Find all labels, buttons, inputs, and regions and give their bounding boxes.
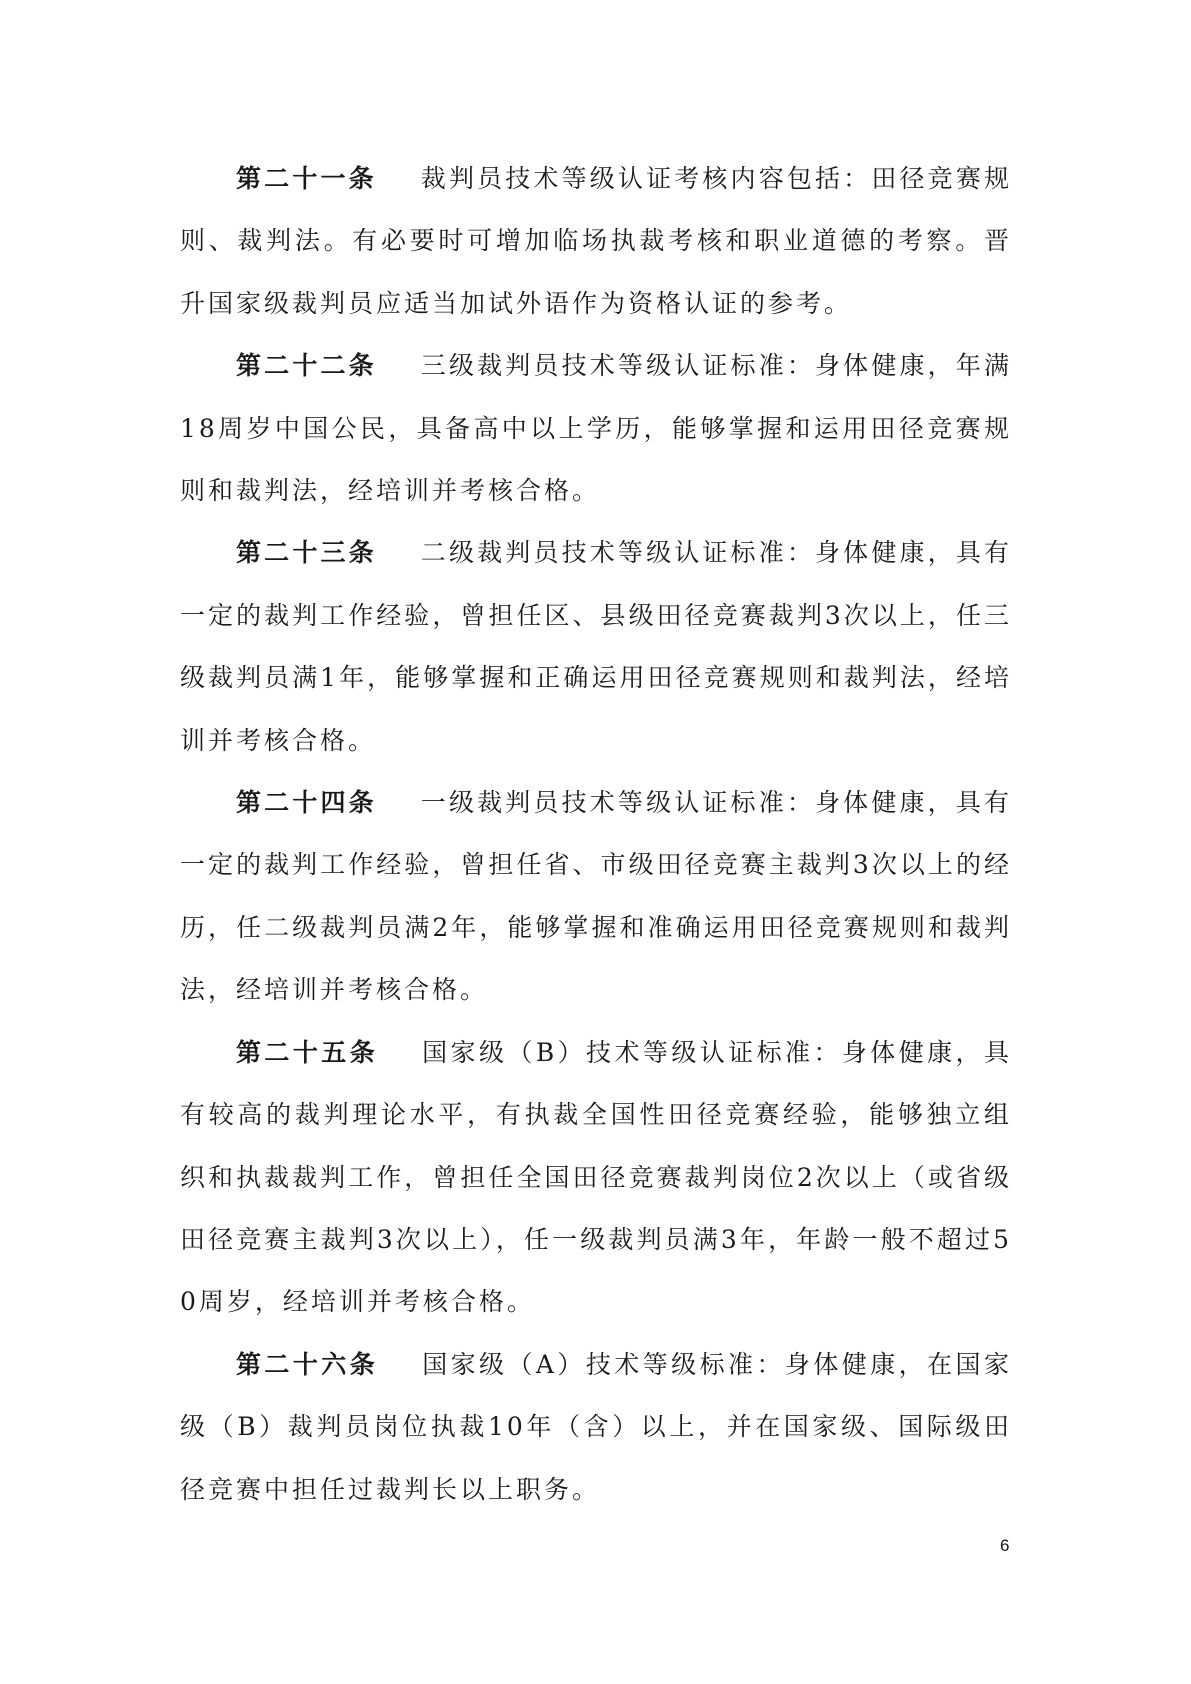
article-25 [180, 1022, 1012, 1334]
article-text: 国家级（A）技术等级标准：身体健康，在国家级（B）裁判员岗位执裁10年（含）以上，并在国家级、国际级田径竞赛中担任过裁判长以上职务。 [180, 1349, 1012, 1504]
article-text: 三级裁判员技术等级认证标准：身体健康，年满18周岁中国公民，具备高中以上学历，能够掌握和运用田径竞赛规则和裁判法，经培训并考核合格。 [180, 351, 1012, 506]
article-text: 裁判员技术等级认证考核内容包括：田径竞赛规则、裁判法。有必要时可增加临场执裁考核和职业道德的考察。晋升国家级裁判员应适当加试外语作为资格认证的参考。 [180, 164, 1012, 318]
article-22 [180, 335, 1012, 522]
article-21 [180, 148, 1012, 335]
article-26 [180, 1334, 1012, 1521]
article-heading: 第二十四条 [236, 788, 377, 818]
article-heading: 第二十一条 [236, 164, 377, 193]
article-23 [180, 522, 1012, 772]
article-heading: 第二十三条 [236, 538, 377, 568]
article-text: 国家级（B）技术等级认证标准：身体健康，具有较高的裁判理论水平，有执裁全国性田径竞赛经验，能够独立组织和执裁裁判工作，曾担任全国田径竞赛裁判岗位2次以上（或省级田径竞赛主裁判3次以上），任一级裁判员满3年，年龄一般不超过50周岁，经培训并考核合格。 [180, 1037, 1012, 1317]
article-heading: 第二十二条 [236, 351, 377, 381]
article-text: 一级裁判员技术等级认证标准：身体健康，具有一定的裁判工作经验，曾担任省、市级田径竞赛主裁判3次以上的经历，任二级裁判员满2年，能够掌握和准确运用田径竞赛规则和裁判法，经培训并考核合格。 [180, 788, 1012, 1005]
page-number: 6 [1000, 1536, 1010, 1555]
article-heading: 第二十六条 [236, 1349, 379, 1379]
article-text: 二级裁判员技术等级认证标准：身体健康，具有一定的裁判工作经验，曾担任区、县级田径竞赛裁判3次以上，任三级裁判员满1年，能够掌握和正确运用田径竞赛规则和裁判法，经培训并考核合格。 [180, 538, 1012, 755]
article-heading: 第二十五条 [236, 1037, 379, 1067]
document-body [180, 148, 1012, 1521]
article-24 [180, 772, 1012, 1022]
